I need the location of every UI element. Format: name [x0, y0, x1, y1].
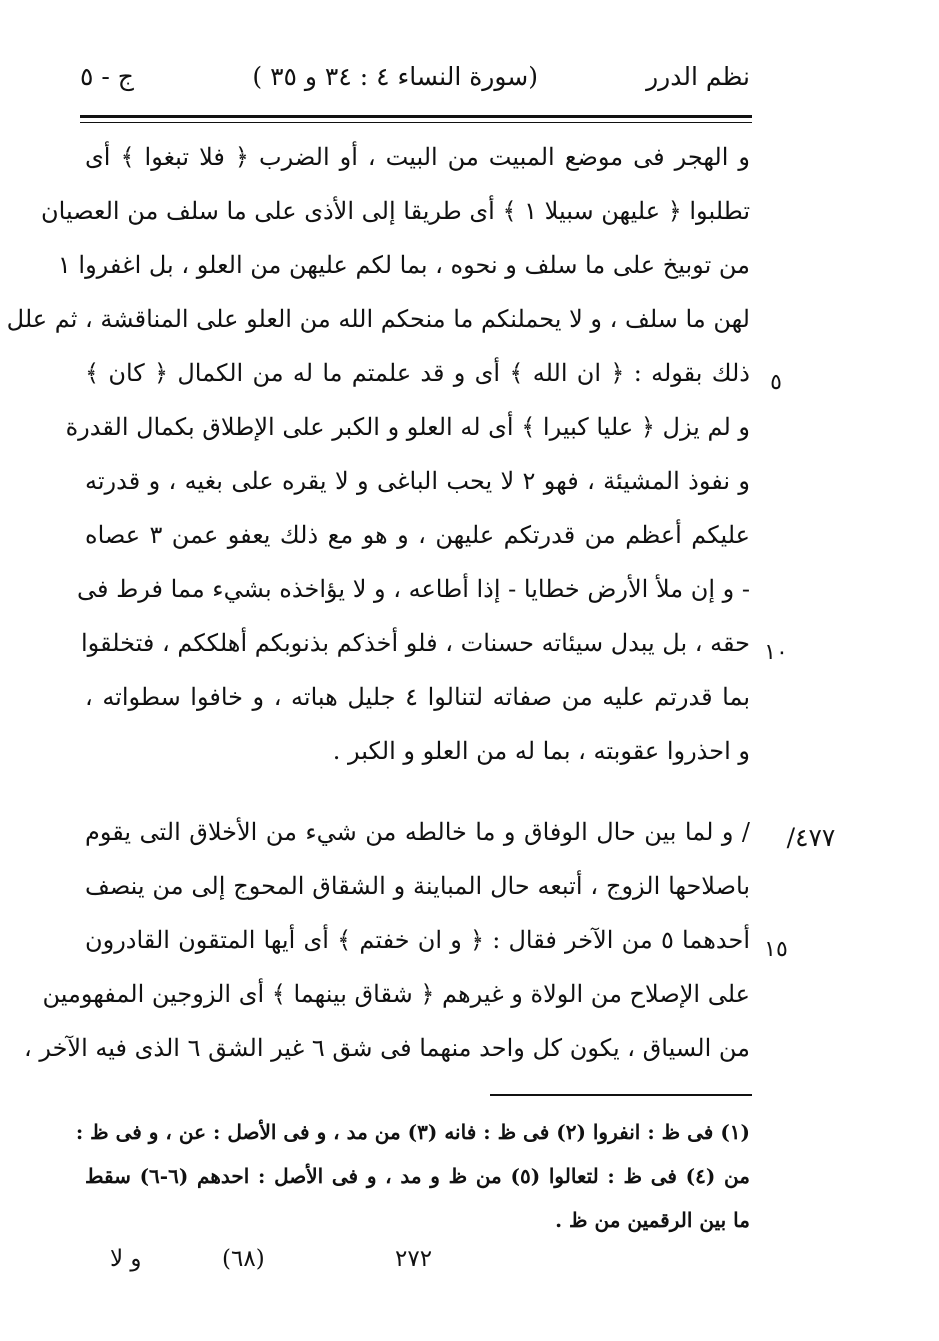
header-rule-thin	[80, 122, 752, 123]
original-page-number: (٦٨)	[222, 1246, 265, 1272]
text-line-9: - و إن ملأ الأرض خطايا - إذا أطاعه ، و لا يؤاخذه بشيء مما فرط فى	[76, 575, 750, 603]
text-line-16: على الإصلاح من الولاة و غيرهم ﴿ شقاق بينهما ﴾ أى الزوجين المفهومين	[42, 980, 750, 1008]
text-line-5: ذلك بقوله : ﴿ ان الله ﴾ أى و قد علمتم ما له من الكمال ﴿ كان ﴾	[85, 359, 750, 387]
book-title: نظم الدرر	[646, 62, 750, 91]
sura-reference: (سورة النساء ٤ : ٣٤ و ٣٥ )	[252, 62, 538, 91]
text-line-10: حقه ، بل يبدل سيئاته حسنات ، فلو أخذكم بذنوبكم أهلككم ، فتخلقوا	[81, 629, 750, 657]
text-line-12: و احذروا عقوبته ، بما له من العلو و الكبر .	[332, 737, 750, 765]
line-number-10: ١٠	[764, 640, 788, 665]
text-line-11: بما قدرتم عليه من صفاته لتنالوا ٤ جليل هباته ، و خافوا سطواته ،	[85, 683, 750, 711]
footnote-line-1: (١) فى ظ : انفروا (٢) فى ظ : فانه (٣) من مد ، و فى الأصل : عن ، و فى ظ :	[75, 1120, 750, 1144]
text-line-14: باصلاحها الزوج ، أتبعه حال المباينة و الشقاق المحوج إلى من ينصف	[85, 872, 751, 900]
manuscript-page-marker: ٤٧٧/	[786, 823, 836, 852]
text-line-2: تطلبوا ﴿ عليهن سبيلا ١ ﴾ أى طريقا إلى الأذى على ما سلف من العصيان	[41, 197, 750, 225]
line-number-15: ١٥	[764, 937, 788, 962]
footnote-rule	[490, 1094, 752, 1096]
text-line-17: من السياق ، يكون كل واحد منهما فى شق ٦ غير الشق ٦ الذى فيه الآخر ،	[23, 1034, 750, 1062]
page-number: ٢٧٢	[395, 1246, 433, 1272]
text-line-6: و لم يزل ﴿ عليا كبيرا ﴾ أى له العلو و الكبر على الإطلاق بكمال القدرة	[65, 413, 750, 441]
text-line-7: و نفوذ المشيئة ، فهو ٢ لا يحب الباغى و لا يقره على بغيه ، و قدرته	[85, 467, 750, 495]
catchword: و لا	[110, 1246, 142, 1272]
header-rule-thick	[80, 115, 752, 118]
line-number-5: ٥	[770, 370, 782, 395]
footnote-line-3: ما بين الرقمين من ظ .	[555, 1208, 750, 1232]
footnote-line-2: من (٤) فى ظ : لتعالوا (٥) من ظ و مد ، و فى الأصل : احدهم (٦-٦) سقط	[85, 1164, 750, 1188]
running-header	[80, 62, 750, 102]
text-line-4: لهن ما سلف ، و لا يحملنكم ما منحكم الله من العلو على المناقشة ، ثم علل	[6, 305, 750, 333]
text-line-13: / و لما بين حال الوفاق و ما خالطه من شيء من الأخلاق التى يقوم	[85, 818, 750, 846]
text-line-8: عليكم أعظم من قدرتكم عليهن ، و هو مع ذلك يعفو عمن ٣ عصاه	[85, 521, 751, 549]
text-line-15: أحدهما ٥ من الآخر فقال : ﴿ و ان خفتم ﴾ أى أيها المتقون القادرون	[85, 926, 751, 954]
volume-number: ج - ٥	[80, 62, 134, 91]
text-line-1: و الهجر فى موضع المبيت من البيت ، أو الضرب ﴿ فلا تبغوا ﴾ أى	[85, 143, 750, 171]
text-line-3: من توبيخ على ما سلف و نحوه ، بما لكم عليهن من العلو ، بل اغفروا ١	[57, 251, 750, 279]
